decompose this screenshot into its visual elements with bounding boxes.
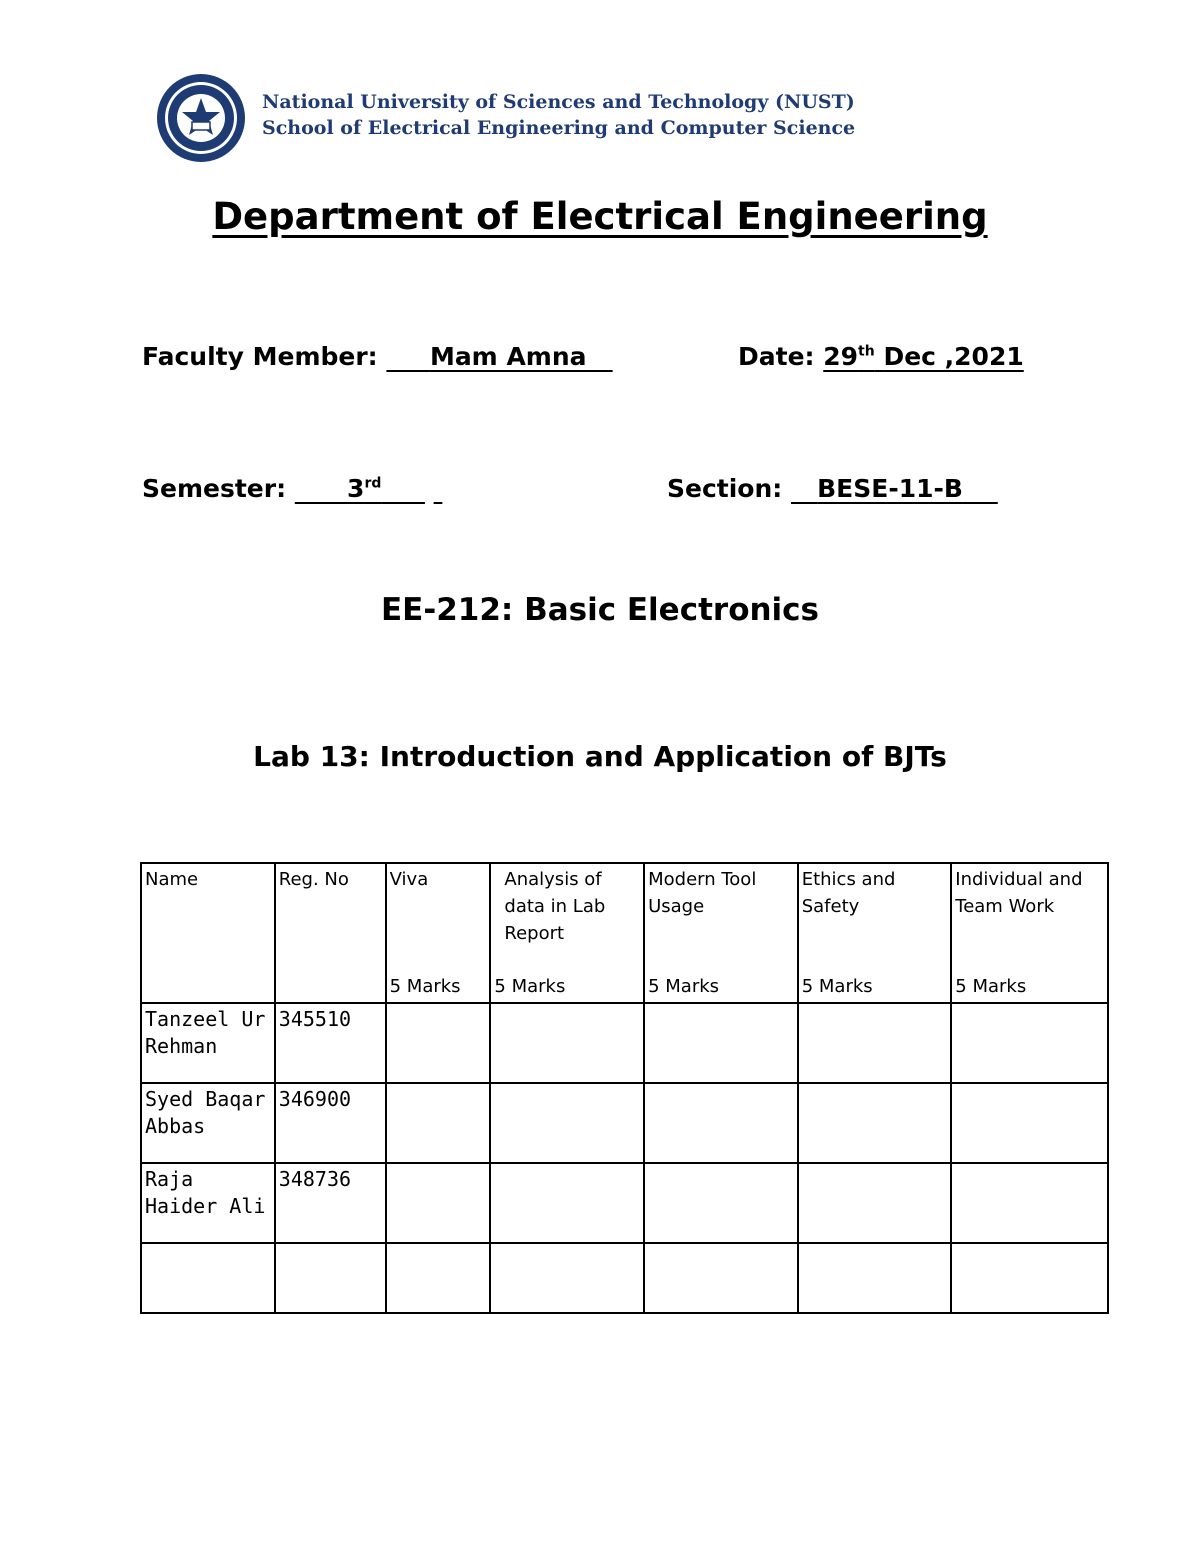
semester-label: Semester: — [142, 474, 287, 503]
section-field — [667, 474, 998, 503]
teamwork-cell — [951, 1003, 1108, 1083]
analysis-cell — [490, 1083, 644, 1163]
section-label: Section: — [667, 474, 783, 503]
header-reg-no: Reg. No — [275, 863, 386, 1003]
section-value: BESE-11-B — [817, 474, 963, 503]
header-name: Name — [141, 863, 275, 1003]
department-title: Department of Electrical Engineering — [212, 195, 988, 238]
table-row — [141, 1003, 1108, 1083]
nust-seal-logo — [152, 72, 250, 164]
viva-cell — [386, 1243, 491, 1313]
course-title: EE-212: Basic Electronics — [380, 592, 820, 628]
letterhead — [152, 72, 1052, 164]
university-name: National University of Sciences and Technology (NUST) — [262, 91, 855, 113]
student-reg-no: 348736 — [275, 1163, 386, 1243]
teamwork-cell — [951, 1083, 1108, 1163]
date-value: 29th Dec ,2021 — [823, 342, 1024, 371]
viva-cell — [386, 1003, 491, 1083]
semester-value: 3rd — [347, 474, 382, 503]
student-name — [141, 1243, 275, 1313]
faculty-label: Faculty Member: — [142, 342, 378, 371]
tool-cell — [644, 1083, 798, 1163]
student-reg-no: 345510 — [275, 1003, 386, 1083]
ethics-cell — [798, 1243, 952, 1313]
grading-table — [140, 862, 1109, 1314]
header-ethics: Ethics and Safety 5 Marks — [798, 863, 952, 1003]
student-name: Syed Baqar Abbas — [141, 1083, 275, 1163]
student-name: Raja Haider Ali — [141, 1163, 275, 1243]
viva-cell — [386, 1083, 491, 1163]
teamwork-cell — [951, 1163, 1108, 1243]
analysis-cell — [490, 1003, 644, 1083]
lab-title: Lab 13: Introduction and Application of BJTs — [253, 740, 947, 773]
analysis-cell — [490, 1243, 644, 1313]
teamwork-cell — [951, 1243, 1108, 1313]
analysis-cell — [490, 1163, 644, 1243]
table-row — [141, 1163, 1108, 1243]
faculty-value: Mam Amna — [429, 342, 587, 371]
ethics-cell — [798, 1163, 952, 1243]
tool-cell — [644, 1243, 798, 1313]
date-label: Date: — [738, 342, 815, 371]
table-header-row — [141, 863, 1108, 1003]
header-teamwork: Individual and Team Work 5 Marks — [951, 863, 1108, 1003]
student-name: Tanzeel Ur Rehman — [141, 1003, 275, 1083]
faculty-field — [142, 342, 613, 371]
viva-cell — [386, 1163, 491, 1243]
semester-field — [142, 474, 442, 503]
date-field — [738, 342, 1024, 371]
student-reg-no: 346900 — [275, 1083, 386, 1163]
table-row — [141, 1243, 1108, 1313]
student-reg-no — [275, 1243, 386, 1313]
tool-cell — [644, 1003, 798, 1083]
header-analysis: Analysis of data in Lab Report 5 Marks — [490, 863, 644, 1003]
header-modern-tool: Modern Tool Usage 5 Marks — [644, 863, 798, 1003]
school-name: School of Electrical Engineering and Computer Science — [262, 117, 856, 139]
header-viva: Viva 5 Marks — [386, 863, 491, 1003]
tool-cell — [644, 1163, 798, 1243]
ethics-cell — [798, 1083, 952, 1163]
ethics-cell — [798, 1003, 952, 1083]
table-row — [141, 1083, 1108, 1163]
